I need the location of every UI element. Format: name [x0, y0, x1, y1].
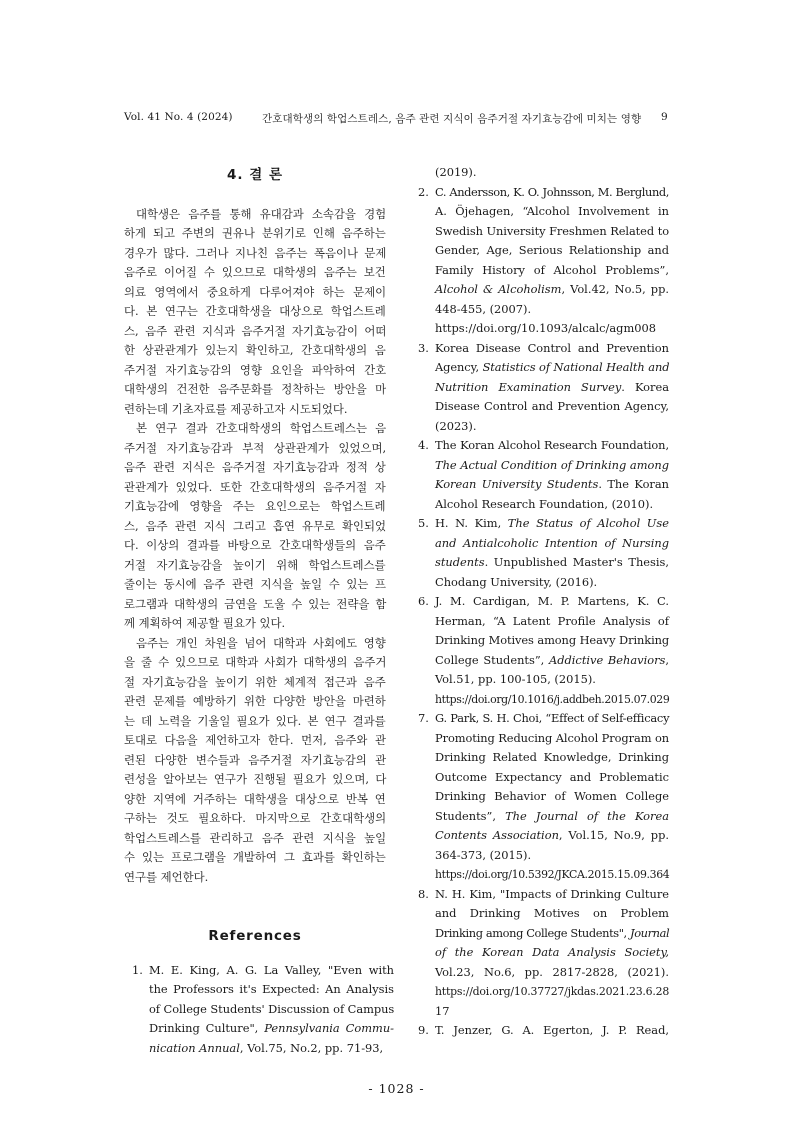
reference-text-line	[149, 1019, 394, 1039]
conclusion-line: 줄이는 동시에 음주 관련 지식을 높일 수 있는 프	[124, 577, 387, 591]
reference-text: . Unpublished Master's Thesis,	[484, 555, 669, 569]
reference-text-line: Vol.51, pp. 100-105, (2015).	[435, 672, 596, 686]
conclusion-line: 스, 음주 관련 지식과 음주거절 자기효능감이 어떠	[124, 323, 387, 338]
conclusion-line: 련하는데 기초자료를 제공하고자 시도되었다.	[124, 401, 348, 416]
conclusion-line: 기효능감에 영향을 주는 요인으로는 학업스트레	[124, 499, 386, 513]
reference-number: 3.	[418, 340, 429, 355]
conclusion-line: 음주 관련 지식은 음주거절 자기효능감과 정적 상	[124, 460, 386, 474]
reference-number: 7.	[418, 711, 429, 725]
reference-title: The Actual Condition of Drinking among	[435, 457, 669, 472]
reference-journal: Journal	[630, 925, 670, 940]
reference-text-line: G. Park, S. H. Choi, “Effect of Self-efficacy	[435, 711, 670, 725]
running-header-volume: Vol. 41 No. 4 (2024)	[124, 111, 233, 123]
conclusion-line: 다. 이상의 결과를 바탕으로 간호대학생들의 음주	[124, 538, 386, 552]
reference-text-line: A. Öjehagen, “Alcohol Involvement in	[435, 204, 669, 218]
reference-text: Agency,	[435, 360, 483, 374]
reference-text-line: M. E. King, A. G. La Valley, "Even with	[149, 962, 394, 977]
reference-text-line: Alcohol Research Foundation, (2010).	[435, 496, 654, 511]
reference-text: Drinking among College Students",	[435, 925, 631, 940]
reference-text-line	[435, 514, 669, 534]
conclusion-line: 관련 문제를 예방하기 위한 다양한 방안을 마련하	[124, 694, 386, 708]
reference-text-line: 364-373, (2015).	[435, 847, 532, 862]
conclusion-line: 로그램과 대학생의 금연을 도울 수 있는 전략을 함	[124, 596, 387, 611]
references-heading: References	[208, 928, 302, 944]
reference-doi: https://doi.org/10.37727/jkdas.2021.23.6.28	[435, 985, 670, 998]
reference-text-line: Outcome Expectancy and Problematic	[435, 769, 669, 784]
conclusion-line: 께 계획하여 제공할 필요가 있다.	[124, 616, 286, 630]
reference-text-line: Drinking Related Knowledge, Drinking	[435, 750, 669, 764]
reference-text-line	[435, 651, 669, 671]
reference-number: 9.	[418, 1023, 429, 1037]
conclusion-line: 주거절 자기효능감과 부적 상관관계가 있었으며,	[124, 440, 387, 455]
conclusion-line: 경우가 많다. 그러나 지나친 음주는 폭음이나 문제	[124, 245, 387, 260]
conclusion-line: 음주로 이어질 수 있으므로 대학생의 음주는 보건	[124, 265, 386, 279]
reference-item-9	[418, 1021, 669, 1041]
reference-text-line: 448-455, (2007).	[435, 301, 532, 316]
reference-text-line: Drinking Behavior of Women College	[435, 789, 669, 803]
reference-text: , Vol.15, No.9, pp.	[558, 828, 669, 842]
reference-number: 6.	[418, 594, 429, 608]
reference-doi: https://doi.org/10.1016/j.addbeh.2015.07.029	[435, 692, 670, 706]
reference-text-line: Gender, Age, Serious Relationship and	[435, 243, 669, 257]
left-column	[124, 166, 395, 1058]
reference-number: 8.	[418, 886, 429, 901]
reference-text-line	[435, 280, 669, 300]
reference-text-line	[435, 553, 669, 573]
running-header-page-number: 9	[661, 111, 668, 123]
conclusion-line: 의료 영역에서 중요하게 다루어져야 하는 문제이	[124, 284, 387, 299]
reference-text: . Korea	[621, 379, 670, 394]
reference-text-line: Herman, “A Latent Profile Analysis of	[435, 613, 669, 628]
conclusion-line: 대학생은 음주를 통해 유대감과 소속감을 경험	[136, 206, 387, 221]
reference-text-line	[149, 1039, 394, 1059]
reference-number: 1.	[132, 962, 143, 977]
reference-text: Drinking Culture",	[149, 1021, 265, 1035]
conclusion-line: 수 있는 프로그램을 개발하여 그 효과를 확인하는	[124, 850, 386, 864]
reference-item-1	[132, 961, 394, 1059]
right-column	[418, 163, 669, 1041]
reference-item-6	[418, 592, 669, 709]
page-footer-number: - 1028 -	[368, 1081, 425, 1096]
reference-item-3	[418, 339, 669, 437]
running-header-title: 간호대학생의 학업스트레스, 음주 관련 지식이 음주거절 자기효능감에 미치는 영향	[262, 113, 642, 125]
reference-journal: The Journal of the Korea	[505, 808, 669, 823]
reference-journal: Addictive Behaviors	[548, 652, 666, 667]
conclusion-line: 토대로 다음을 제언하고자 한다. 먼저, 음주와 관	[124, 733, 387, 747]
conclusion-line: 구하는 것도 필요하다. 마지막으로 간호대학생의	[124, 811, 387, 825]
reference-journal: Pennsylvania Commu-	[264, 1021, 395, 1035]
reference-text-line: of College Students' Discussion of Campus	[149, 1001, 395, 1016]
reference-title: students	[435, 555, 485, 569]
reference-text: College Students”,	[435, 652, 549, 667]
reference-journal: nication Annual	[149, 1040, 240, 1055]
reference-item-4	[418, 436, 669, 514]
reference-number: 5.	[418, 516, 429, 530]
reference-item-2	[418, 183, 669, 339]
conclusion-line: 스, 음주 관련 지식 그리고 흡연 유무로 확인되었	[124, 518, 387, 533]
reference-number: 2.	[418, 184, 429, 199]
reference-text-line: T. Jenzer, G. A. Egerton, J. P. Read,	[435, 1023, 669, 1037]
reference-text-line	[435, 807, 669, 827]
conclusion-heading: 4. 결 론	[226, 167, 283, 183]
reference-text-line	[435, 358, 669, 378]
reference-text-line: Swedish University Freshmen Related to	[435, 223, 669, 238]
reference-text-line: Promoting Reducing Alcohol Program on	[435, 730, 669, 745]
conclusion-line: 본 연구 결과 간호대학생의 학업스트레스는 음	[136, 421, 387, 435]
reference-text: ,	[665, 652, 669, 667]
conclusion-line: 연구를 제언한다.	[124, 869, 209, 884]
reference-text-line: (2023).	[435, 418, 477, 433]
reference-title: The Status of Alcohol Use	[507, 516, 669, 530]
reference-text: . The Koran	[598, 477, 669, 491]
reference-journal: Alcohol & Alcoholism	[435, 282, 562, 296]
conclusion-line: 련성을 알아보는 연구가 진행될 필요가 있으며, 다	[124, 772, 387, 786]
reference-title: and Antialcoholic Intention of Nursing	[435, 535, 669, 550]
reference-title: Nutrition Examination Survey	[435, 379, 622, 394]
reference-journal: Contents Association	[435, 828, 559, 842]
reference-title: Korean University Students	[435, 477, 599, 491]
reference-text-line: Family History of Alcohol Problems”,	[435, 262, 669, 277]
reference-text-line: J. M. Cardigan, M. P. Martens, K. C.	[435, 594, 669, 608]
reference-text: Students”,	[435, 808, 506, 823]
conclusion-line: 다. 본 연구는 간호대학생을 대상으로 학업스트레	[124, 304, 386, 318]
reference-text-line: Chodang University, (2016).	[435, 574, 598, 589]
conclusion-line: 학업스트레스를 관리하고 음주 관련 지식을 높일	[124, 830, 387, 845]
reference-text: , Vol.42, No.5, pp.	[561, 282, 669, 296]
reference-text-line	[435, 924, 669, 944]
conclusion-line: 절 자기효능감을 높이기 위한 체계적 접근과 음주	[124, 674, 386, 689]
conclusion-line: 하게 되고 주변의 권유나 분위기로 인해 음주하는	[124, 226, 386, 240]
reference-text: H. N. Kim,	[435, 516, 508, 530]
reference-text-line	[435, 378, 669, 398]
conclusion-line: 을 줄 수 있으므로 대학과 사회가 대학생의 음주거	[124, 655, 387, 669]
conclusion-line: 대학생의 건전한 음주문화를 정착하는 방안을 마	[124, 382, 387, 396]
reference-1-continuation: (2019).	[435, 165, 477, 179]
reference-text-line: and Drinking Motives on Problem	[435, 906, 669, 920]
reference-text: , Vol.75, No.2, pp. 71-93,	[239, 1040, 384, 1055]
reference-text-line: N. H. Kim, "Impacts of Drinking Culture	[435, 886, 669, 901]
conclusion-line: 는 데 노력을 기울일 필요가 있다. 본 연구 결과를	[124, 713, 386, 728]
reference-text-line: C. Andersson, K. O. Johnsson, M. Berglund,	[435, 184, 669, 199]
conclusion-line: 양한 지역에 거주하는 대학생을 대상으로 반복 연	[124, 791, 386, 806]
conclusion-line: 관관계가 있었다. 또한 간호대학생의 음주거절 자	[124, 479, 386, 494]
reference-doi: https://doi.org/10.5392/JKCA.2015.15.09.364	[435, 868, 670, 881]
reference-item-7	[418, 709, 669, 885]
reference-text-line: Drinking Motives among Heavy Drinking	[435, 633, 670, 647]
reference-title: Statistics of National Health and	[482, 360, 670, 374]
reference-text-line: Vol.23, No.6, pp. 2817-2828, (2021).	[435, 964, 669, 979]
reference-journal: of the Korean Data Analysis Society,	[435, 945, 669, 959]
reference-text-line	[435, 826, 669, 846]
conclusion-line: 거절 자기효능감을 높이기 위해 학업스트레스를	[124, 557, 386, 572]
reference-doi: https://doi.org/10.1093/alcalc/agm008	[435, 321, 657, 335]
reference-item-8	[418, 885, 669, 1022]
conclusion-line: 음주는 개인 차원을 넘어 대학과 사회에도 영향	[136, 635, 386, 650]
reference-doi: 17	[435, 1003, 450, 1018]
reference-text-line: Disease Control and Prevention Agency,	[435, 399, 669, 413]
reference-text-line: the Professors it's Expected: An Analysis	[149, 982, 394, 996]
reference-item-5	[418, 514, 669, 592]
reference-text-line: The Koran Alcohol Research Foundation,	[435, 438, 669, 452]
reference-number: 4.	[418, 438, 429, 452]
conclusion-body	[124, 205, 386, 888]
reference-text-line	[435, 475, 669, 495]
conclusion-line: 련된 다양한 변수들과 음주거절 자기효능감의 관	[124, 752, 387, 767]
reference-text-line: Korea Disease Control and Prevention	[435, 340, 669, 355]
conclusion-line: 한 상관관계가 있는지 확인하고, 간호대학생의 음	[124, 343, 386, 357]
conclusion-line: 주거절 자기효능감의 영향 요인을 파악하여 간호	[124, 362, 387, 377]
